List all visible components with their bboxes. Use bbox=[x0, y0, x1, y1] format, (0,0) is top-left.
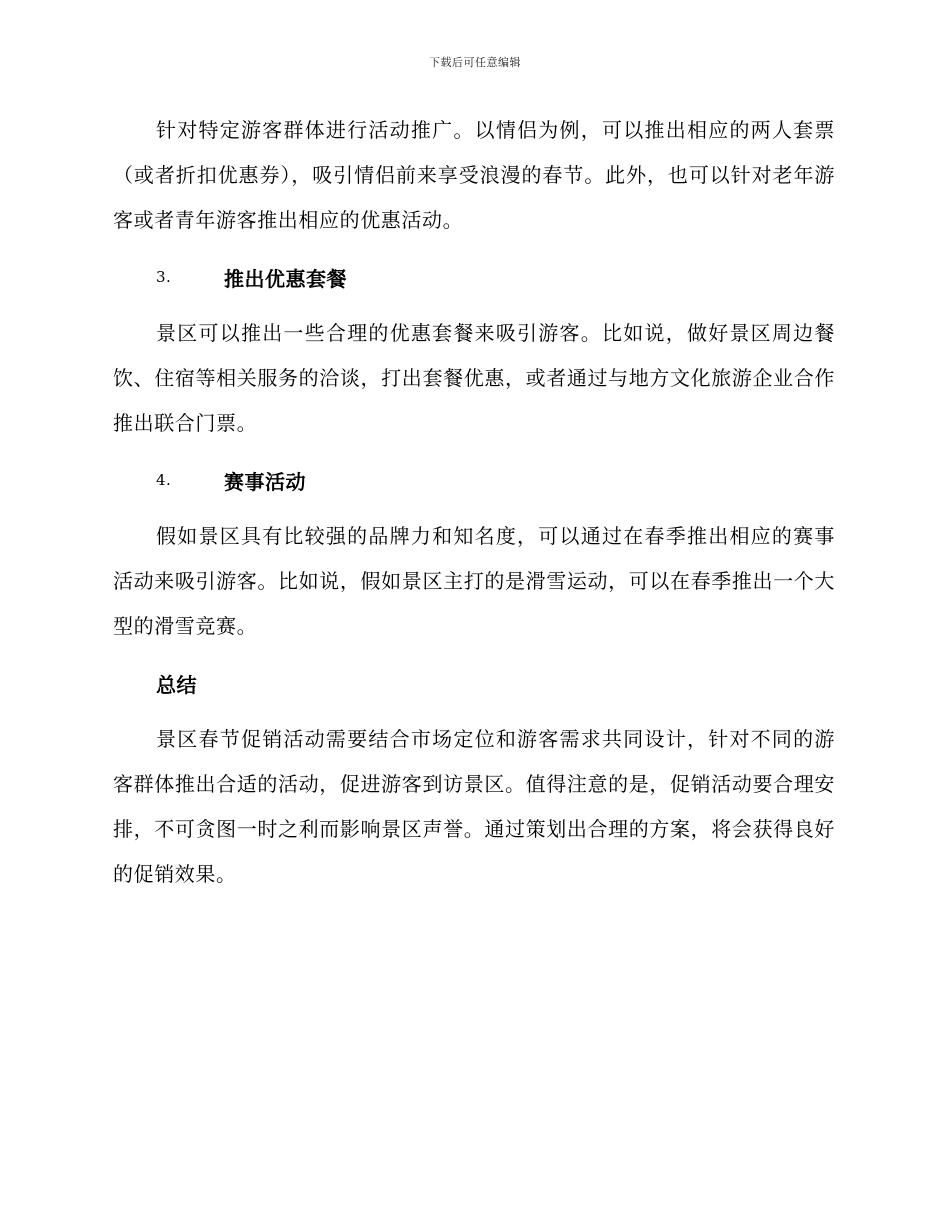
section-4-paragraph: 假如景区具有比较强的品牌力和知名度，可以通过在春季推出相应的赛事活动来吸引游客。比如说，假如景区主打的是滑雪运动，可以在春季推出一个大型的滑雪竞赛。 bbox=[113, 524, 835, 638]
section-3-paragraph: 景区可以推出一些合理的优惠套餐来吸引游客。比如说，做好景区周边餐饮、住宿等相关服务的洽谈，打出套餐优惠，或者通过与地方文化旅游企业合作推出联合门票。 bbox=[113, 321, 835, 435]
summary-title: 总结 bbox=[156, 672, 197, 697]
summary-heading bbox=[113, 649, 835, 717]
document-body bbox=[113, 108, 835, 897]
section-heading-4 bbox=[113, 446, 835, 514]
section-number: 3. bbox=[156, 268, 172, 286]
summary-paragraph: 景区春节促销活动需要结合市场定位和游客需求共同设计，针对不同的游客群体推出合适的活动，促进游客到访景区。值得注意的是，促销活动要合理安排，不可贪图一时之利而影响景区声誉。通过策划出合理的方案，将会获得良好的促销效果。 bbox=[113, 727, 835, 886]
section-title: 赛事活动 bbox=[224, 469, 306, 494]
section-heading-3 bbox=[113, 243, 835, 311]
intro-paragraph: 针对特定游客群体进行活动推广。以情侣为例，可以推出相应的两人套票（或者折扣优惠券），吸引情侣前来享受浪漫的春节。此外，也可以针对老年游客或者青年游客推出相应的优惠活动。 bbox=[113, 118, 835, 232]
section-number: 4. bbox=[156, 471, 172, 489]
page-header: 下载后可任意编辑 bbox=[429, 56, 521, 69]
section-title: 推出优惠套餐 bbox=[224, 266, 347, 291]
